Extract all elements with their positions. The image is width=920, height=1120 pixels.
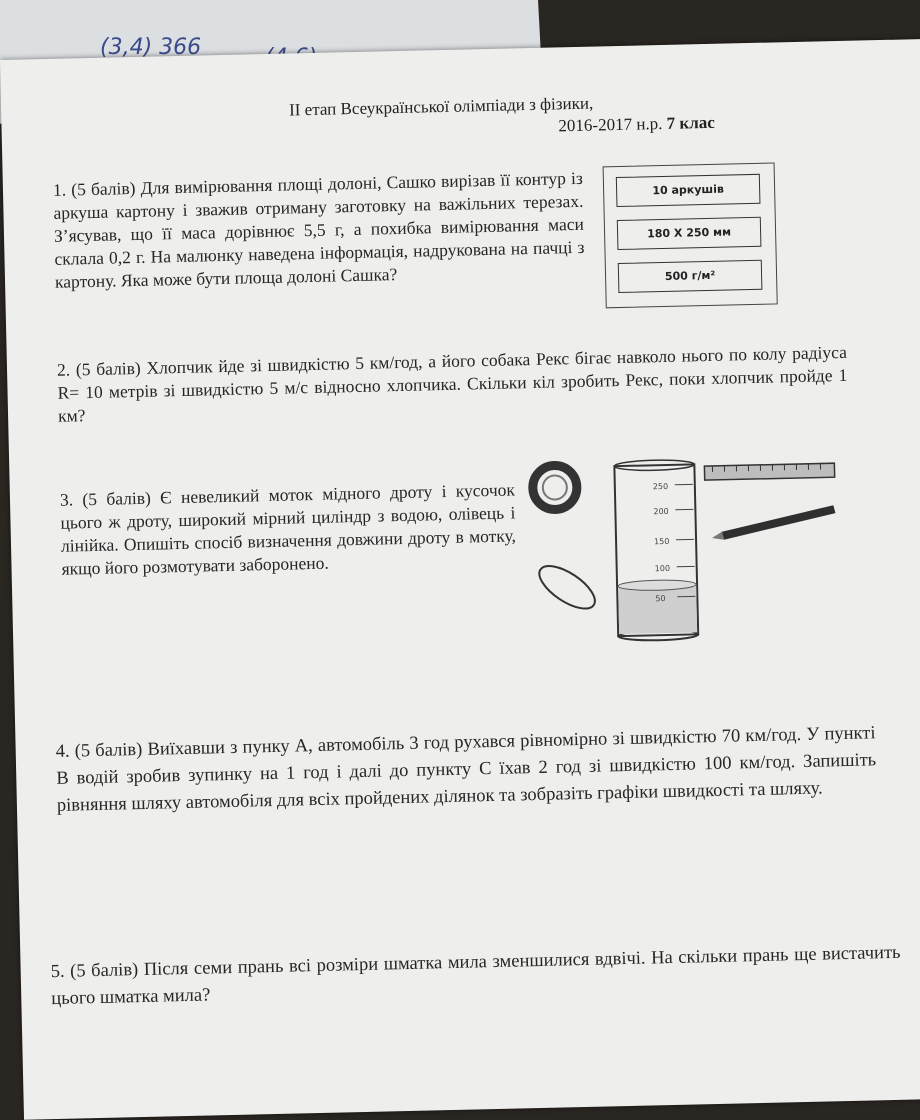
page-title [241,91,642,144]
cylinder-mark: 200 [653,507,668,516]
task-3: 3. (5 балів) Є невеликий моток мідного дроту і кусочок цього ж дроту, широкий мірний циліндр з водою, олівець і лінійка. Опишіть спосіб визначення довжини дроту в мотку, якщо його розмотувати заборонено. [60,478,517,580]
worksheet [0,39,920,1120]
task-3-figure [524,451,848,658]
measuring-cylinder-icon [614,459,698,641]
title-line-1: II етап Всеукраїнської олімпіади з фізики, [241,91,641,122]
task-5: 5. (5 балів) Після семи прань всі розміри шматка мила зменшилися вдвічі. На скільки прань ще вистачить цього шматка мила? [50,940,901,1013]
task-4: 4. (5 балів) Виїхавши з пунку A, автомобіль 3 год рухався рівномірно зі швидкістю 70 км/год. У пункті B водій зробив зупинку на 1 год і далі до пункту C їхав 2 год зі швидкістю 100 км/год. Запишіть рівняння шляху автомобіля для всіх пройдених ділянок та зобразіть графіки швидкості та шляху. [55,720,877,820]
title-grade: 7 клас [666,113,715,133]
pencil-icon [711,505,836,540]
label-density: 500 г/м² [618,260,763,293]
wire-coil-icon [532,465,577,510]
handwritten-note: (3,4) 366 [100,35,201,60]
title-year: 2016-2017 н.р. [558,114,667,135]
label-sheets: 10 аркушів [616,174,761,207]
cylinder-mark: 150 [654,537,669,546]
cylinder-mark: 100 [655,564,670,573]
ruler-icon [704,463,834,480]
cylinder-mark: 250 [653,482,668,491]
task-1: 1. (5 балів) Для вимірювання площі долоні, Сашко вирізав її контур із аркуша картону і зважив отриману заготовку на важільних терезах. З’ясував, що її маса дорівнює 5,5 г, а похибка вимірювання маси склала 0,2 г. На малюнку наведена інформація, надрукована на пачці з картону. Яка може бути площа долоні Сашка? [53,167,585,294]
package-label-figure [603,162,778,308]
cylinder-mark: 50 [655,594,665,603]
wire-piece-icon [533,558,602,617]
task-2: 2. (5 балів) Хлопчик йде зі швидкістю 5 км/год, а його собака Рекс бігає навколо нього по колу радіуса R= 10 метрів зі швидкістю 5 м/с відносно хлопчика. Скільки кіл зробить Рекс, поки хлопчик пройде 1 км? [57,341,848,428]
label-size: 180 X 250 мм [617,217,762,250]
